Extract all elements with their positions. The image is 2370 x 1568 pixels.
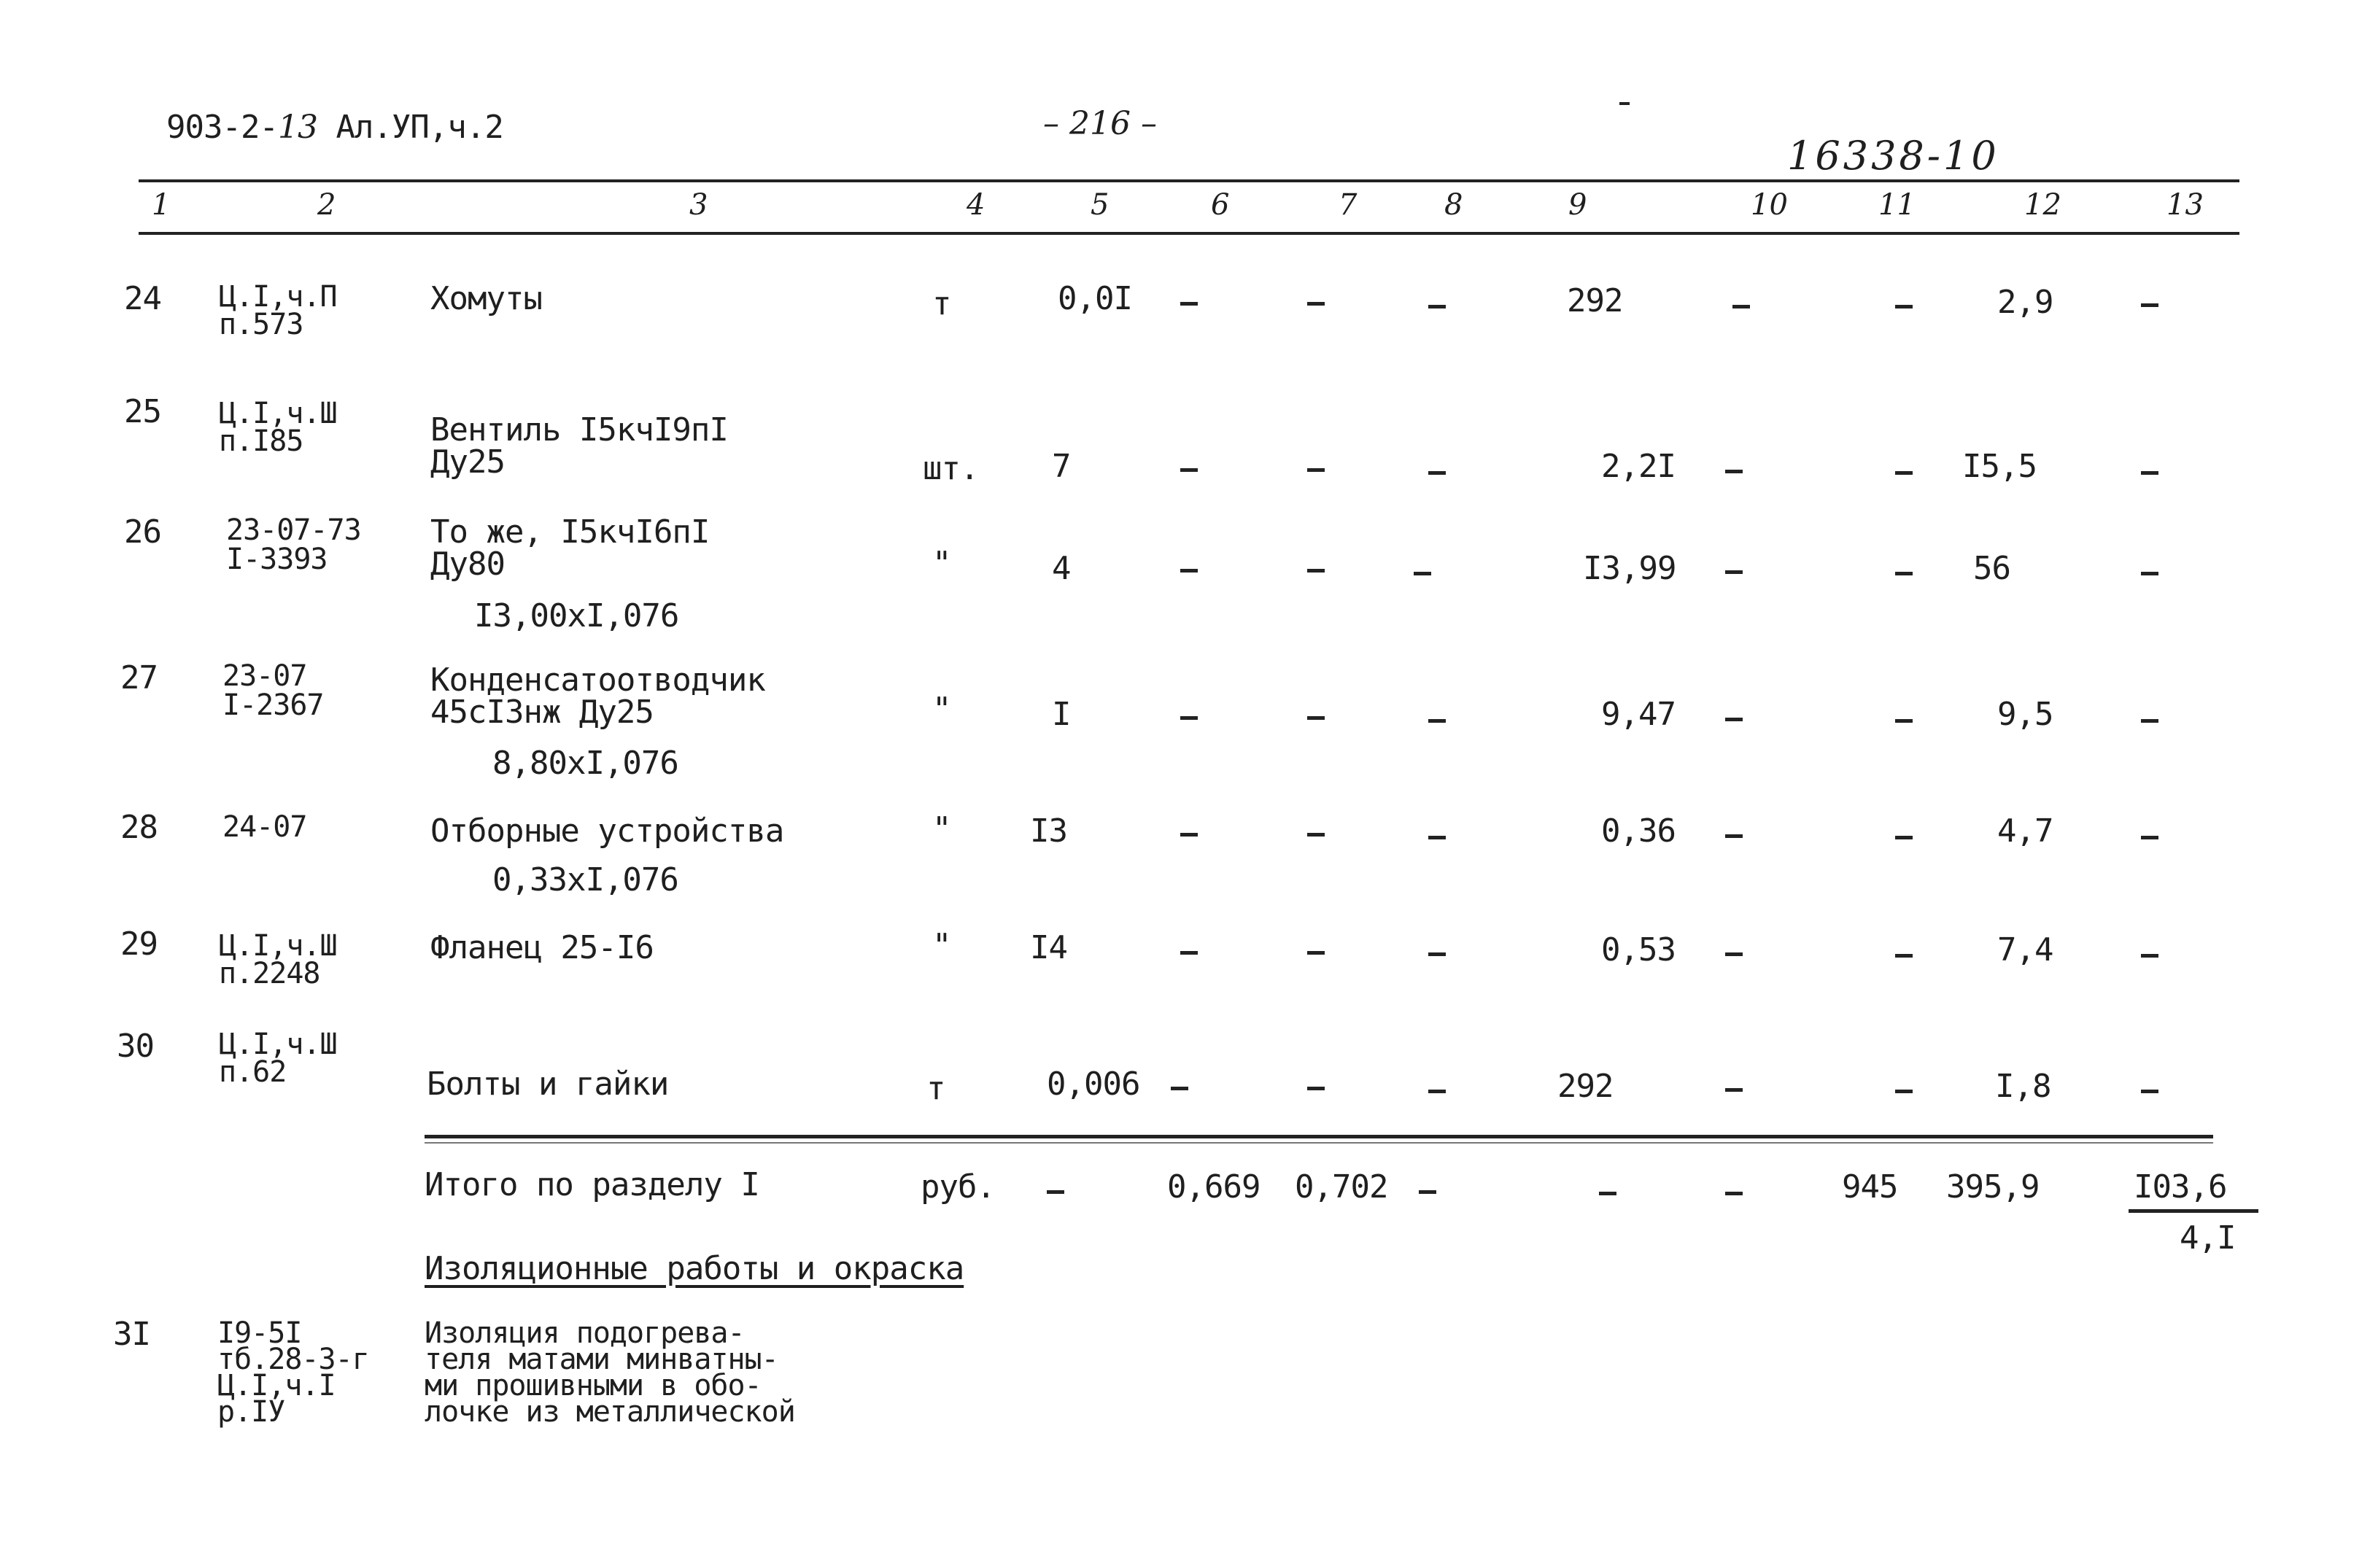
dash-col13 xyxy=(2141,719,2158,723)
total-value: I,8 xyxy=(1995,1068,2051,1105)
ref-line: I-3393 xyxy=(226,543,328,576)
total-col13-bottom: 4,I xyxy=(2180,1219,2236,1257)
ref-line: I9-5I xyxy=(217,1316,302,1350)
dash-col11 xyxy=(1895,305,1913,308)
col-header-6: 6 xyxy=(1211,188,1230,222)
doc-code-handwritten: 13 xyxy=(277,109,317,146)
price-reference xyxy=(219,281,337,341)
unit-price: 0,36 xyxy=(1601,812,1676,850)
stamp-number: 16338-10 xyxy=(1787,133,1999,179)
dash-col7 xyxy=(1307,716,1325,720)
name-line: То же, I5кчI6пI xyxy=(430,513,710,551)
col-header-4: 4 xyxy=(967,188,985,222)
unit-price: 2,2I xyxy=(1601,448,1676,485)
dash-col8 xyxy=(1428,305,1446,308)
unit-price: 0,53 xyxy=(1601,931,1676,969)
dash-col10 xyxy=(1732,305,1750,308)
row-number: 3I xyxy=(113,1316,150,1353)
dash-col11 xyxy=(1895,471,1913,475)
unit: " xyxy=(932,927,951,964)
dash-col11 xyxy=(1895,954,1913,958)
ref-line: 24-07 xyxy=(222,810,307,844)
dash-col10 xyxy=(1725,1088,1743,1092)
ref-line: Ц.I,ч.Ш xyxy=(219,397,337,430)
dash-col10 xyxy=(1725,718,1743,721)
name-line: лочке из металлической xyxy=(425,1395,795,1429)
ref-line: I-2367 xyxy=(222,688,324,722)
price-reference xyxy=(226,514,361,575)
dash-col11 xyxy=(1895,719,1913,723)
dash-col8 xyxy=(1428,952,1446,956)
ref-line: п.62 xyxy=(219,1055,287,1089)
price-reference xyxy=(219,930,337,990)
price-reference xyxy=(222,811,306,843)
quantity: I4 xyxy=(1030,929,1067,966)
col-header-8: 8 xyxy=(1444,188,1463,222)
dash-col9 xyxy=(1599,1192,1616,1195)
ref-line: 23-07 xyxy=(222,659,307,693)
price-reference xyxy=(217,1316,369,1429)
dash-col8 xyxy=(1428,1090,1446,1093)
total-col6: 0,669 xyxy=(1167,1168,1260,1206)
dash-col8 xyxy=(1414,572,1431,575)
total-value: I5,5 xyxy=(1962,448,2037,485)
item-name xyxy=(430,514,709,583)
fraction-rule xyxy=(2129,1209,2258,1213)
ref-line: Ц.I,ч.I xyxy=(217,1369,336,1402)
row-number: 29 xyxy=(120,925,158,963)
unit: " xyxy=(932,545,951,582)
total-unit: руб. xyxy=(921,1168,995,1206)
col-header-3: 3 xyxy=(689,188,708,222)
total-value: 4,7 xyxy=(1997,812,2053,850)
dash-col13 xyxy=(2141,1090,2158,1093)
dash-col13 xyxy=(2141,836,2158,839)
dash-col6 xyxy=(1180,833,1198,837)
item-name xyxy=(430,662,765,731)
total-col11: 945 xyxy=(1842,1168,1898,1206)
item-name xyxy=(430,281,542,317)
dash-col6 xyxy=(1180,951,1198,955)
item-name xyxy=(430,930,654,966)
section-title: Изоляционные работы и окраска xyxy=(425,1250,964,1287)
dash-col7 xyxy=(1307,951,1325,955)
unit-price: I3,99 xyxy=(1583,550,1676,587)
col-header-7: 7 xyxy=(1339,188,1358,222)
document-code xyxy=(166,109,503,146)
unit-price: 9,47 xyxy=(1601,696,1676,733)
ref-line: п.I85 xyxy=(219,424,303,458)
dash-col13 xyxy=(2141,303,2158,307)
dash-col10 xyxy=(1725,1192,1743,1195)
col-header-13: 13 xyxy=(2166,188,2204,222)
total-col12: 395,9 xyxy=(1946,1168,2040,1206)
ref-line: Ц.I,ч.Ш xyxy=(219,929,337,963)
item-name xyxy=(430,412,728,481)
quantity: I xyxy=(1052,696,1071,733)
calculation: I3,00хI,076 xyxy=(474,597,679,634)
dash-col10 xyxy=(1725,952,1743,956)
quantity: 7 xyxy=(1052,448,1071,485)
dash-col11 xyxy=(1895,572,1913,575)
item-name xyxy=(427,1066,668,1103)
col-header-5: 5 xyxy=(1091,188,1110,222)
name-line: теля матами минватны- xyxy=(425,1343,778,1376)
total-value: 56 xyxy=(1973,550,2010,587)
dash-col6 xyxy=(1171,1087,1188,1090)
dash-col8 xyxy=(1428,719,1446,723)
ref-line: р.IУ xyxy=(217,1395,285,1429)
name-line: Вентиль I5кчI9пI xyxy=(430,411,728,449)
calculation: 0,33хI,076 xyxy=(492,861,678,899)
calculation: 8,80хI,076 xyxy=(492,745,678,782)
unit: шт. xyxy=(923,450,979,487)
dash-col7 xyxy=(1307,1087,1325,1090)
quantity: 0,0I xyxy=(1058,280,1132,317)
unit: т xyxy=(926,1070,945,1107)
row-number: 26 xyxy=(124,513,161,551)
dash-col11 xyxy=(1895,1090,1913,1093)
dash-col13 xyxy=(2141,572,2158,575)
dash-col8 xyxy=(1428,471,1446,475)
row-number: 28 xyxy=(120,809,158,846)
ref-line: Ц.I,ч.П xyxy=(219,280,337,314)
total-separator-rule xyxy=(425,1135,2213,1138)
dash-col6 xyxy=(1180,468,1198,472)
name-line: Хомуты xyxy=(430,280,542,317)
unit-price: 292 xyxy=(1557,1068,1614,1105)
col-header-10: 10 xyxy=(1751,188,1788,222)
header-top-rule xyxy=(139,179,2239,182)
total-label: Итого по разделу I xyxy=(425,1166,759,1203)
dash-col8 xyxy=(1428,836,1446,839)
row-number: 25 xyxy=(124,393,161,430)
row-number: 24 xyxy=(124,280,161,317)
col-header-11: 11 xyxy=(1878,188,1916,222)
total-value: 2,9 xyxy=(1997,284,2053,321)
price-reference xyxy=(219,1028,337,1088)
dash-col6 xyxy=(1180,716,1198,720)
doc-code-suffix: Ал.УП,ч.2 xyxy=(317,109,503,146)
name-line: Ду80 xyxy=(430,546,505,583)
page-number: – 216 – xyxy=(1043,105,1157,142)
unit: " xyxy=(932,810,951,847)
name-line: Ду25 xyxy=(430,443,505,481)
dash-col10 xyxy=(1725,570,1743,574)
dash-col13 xyxy=(2141,471,2158,475)
col-header-2: 2 xyxy=(317,188,336,222)
dash-col6 xyxy=(1180,569,1198,573)
dash-col10 xyxy=(1725,834,1743,838)
name-line: Фланец 25-I6 xyxy=(430,929,654,966)
ref-line: 23-07-73 xyxy=(226,513,361,547)
col-header-1: 1 xyxy=(152,188,171,222)
total-col7: 0,702 xyxy=(1295,1168,1388,1206)
col-header-12: 12 xyxy=(2024,188,2061,222)
name-line: Отборные устройства xyxy=(430,812,784,850)
unit: т xyxy=(932,285,951,322)
name-line: Болты и гайки xyxy=(427,1066,669,1103)
ref-line: п.2248 xyxy=(219,957,320,990)
header-bottom-rule xyxy=(139,232,2239,235)
unit: " xyxy=(932,691,951,728)
dash-col8 xyxy=(1419,1190,1436,1194)
item-name xyxy=(430,813,783,850)
name-line: 45сI3нж Ду25 xyxy=(430,694,654,731)
name-line: ми прошивными в обо- xyxy=(425,1369,762,1402)
total-value: 9,5 xyxy=(1997,696,2053,733)
price-reference xyxy=(222,660,324,721)
dash-col7 xyxy=(1307,569,1325,573)
dash-col6 xyxy=(1180,302,1198,306)
name-line: Изоляция подогрева- xyxy=(425,1316,745,1350)
price-reference xyxy=(219,397,337,457)
row-number: 27 xyxy=(120,659,158,696)
dash-col13 xyxy=(2141,954,2158,958)
doc-code-prefix: 903-2- xyxy=(166,109,278,146)
ref-line: Ц.I,ч.Ш xyxy=(219,1028,337,1061)
row-number: 30 xyxy=(117,1028,154,1065)
total-value: 7,4 xyxy=(1997,931,2053,969)
quantity: 4 xyxy=(1052,550,1071,587)
item-name xyxy=(425,1316,795,1429)
total-col13-top: I03,6 xyxy=(2134,1168,2227,1206)
dash-col7 xyxy=(1307,468,1325,472)
dash-col11 xyxy=(1895,836,1913,839)
dash-col5 xyxy=(1047,1190,1064,1194)
short-mark xyxy=(1619,102,1630,105)
unit-price: 292 xyxy=(1567,282,1623,319)
dash-col7 xyxy=(1307,302,1325,306)
dash-col10 xyxy=(1725,470,1743,473)
name-line: Конденсатоотводчик xyxy=(430,661,765,699)
quantity: 0,006 xyxy=(1047,1066,1140,1103)
dash-col7 xyxy=(1307,833,1325,837)
quantity: I3 xyxy=(1030,812,1067,850)
col-header-9: 9 xyxy=(1568,188,1587,222)
total-separator-rule-thin xyxy=(425,1142,2213,1144)
ref-line: п.573 xyxy=(219,308,303,341)
ref-line: тб.28-3-г xyxy=(217,1343,369,1376)
